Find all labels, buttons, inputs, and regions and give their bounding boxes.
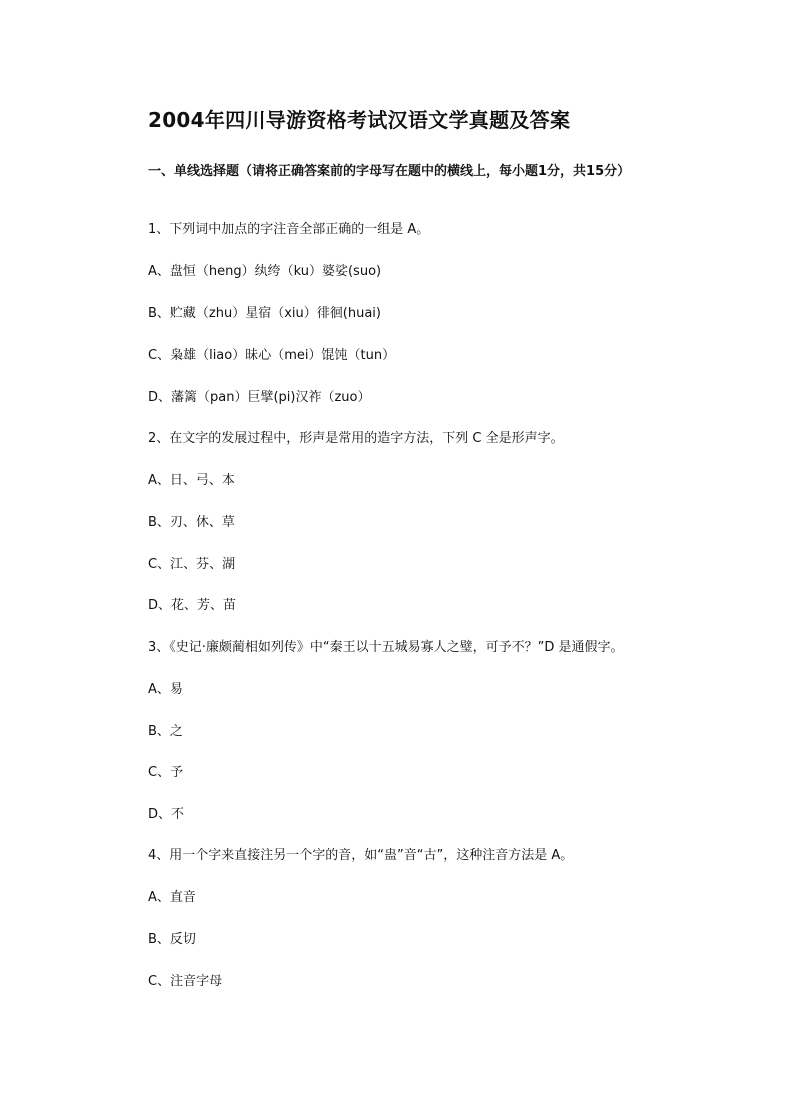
- question-4: 4、用一个字来直接注另一个字的音，如“蛊”音“古”，这种注音方法是 A。: [148, 848, 574, 863]
- q4-option-b: B、反切: [148, 932, 196, 947]
- section-heading: 一、单线选择题（请将正确答案前的字母写在题中的横线上，每小题1分，共15分）: [148, 164, 631, 179]
- q3-option-d: D、不: [148, 807, 185, 822]
- question-3: 3、《史记·廉颇蔺相如列传》中“秦王以十五城易寡人之璧，可予不？”D 是通假字。: [148, 640, 624, 655]
- q2-option-b: B、刃、休、草: [148, 515, 235, 530]
- question-1: 1、下列词中加点的字注音全部正确的一组是 A。: [148, 222, 430, 237]
- document-title: 2004年四川导游资格考试汉语文学真题及答案: [148, 108, 571, 132]
- q1-option-b: B、贮藏（zhu）星宿（xiu）徘徊(huai): [148, 306, 381, 321]
- q2-option-a: A、日、弓、本: [148, 473, 235, 488]
- q1-option-d: D、藩篱（pan）巨擘(pi)汉祚（zuo）: [148, 390, 371, 405]
- q2-option-d: D、花、芳、苗: [148, 598, 237, 613]
- q1-option-c: C、枭雄（liao）昧心（mei）馄饨（tun）: [148, 348, 396, 363]
- q2-option-c: C、江、芬、湖: [148, 557, 236, 572]
- q1-option-a: A、盘恒（heng）纨绔（ku）婆娑(suo): [148, 264, 382, 279]
- question-2: 2、在文字的发展过程中，形声是常用的造字方法，下列 C 全是形声字。: [148, 431, 564, 446]
- q3-option-c: C、予: [148, 765, 184, 780]
- q3-option-b: B、之: [148, 724, 183, 739]
- q4-option-a: A、直音: [148, 890, 196, 905]
- q3-option-a: A、易: [148, 682, 183, 697]
- q4-option-c: C、注音字母: [148, 974, 223, 989]
